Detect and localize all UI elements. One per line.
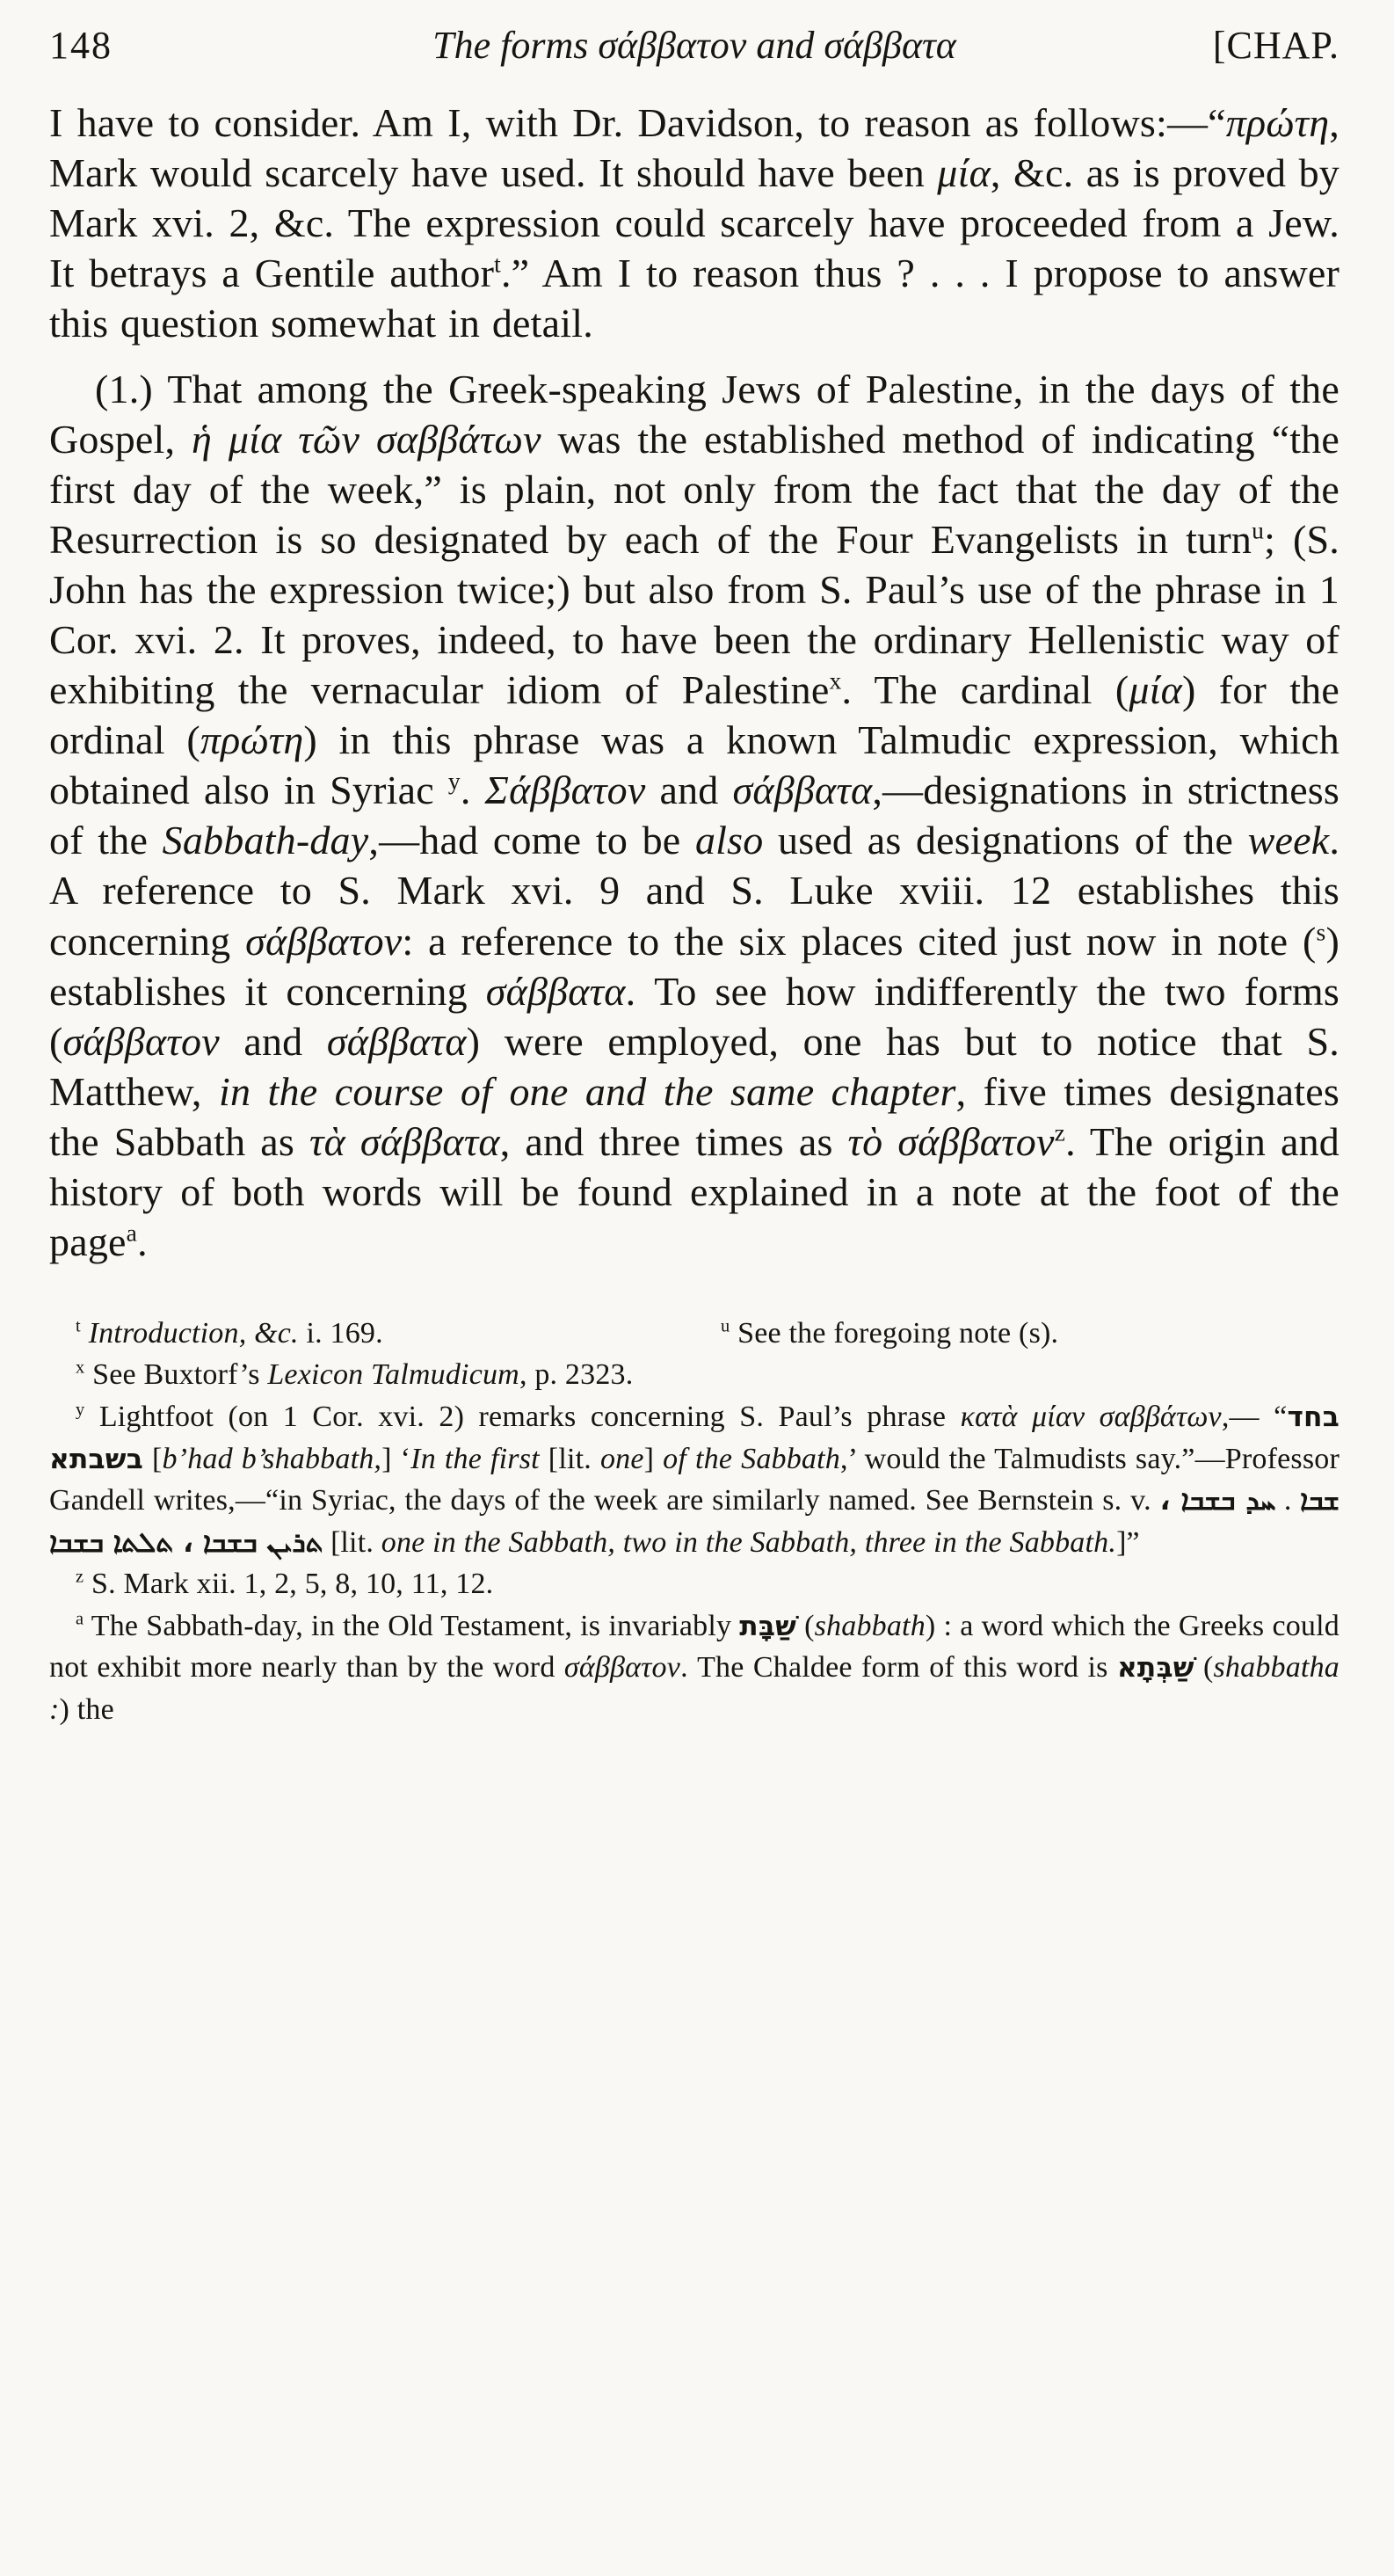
footnote-row xyxy=(49,1313,1340,1355)
page-number: 148 xyxy=(49,24,113,67)
footnotes-section xyxy=(49,1313,1340,1731)
footnote-u: $^u$ See the foregoing note (s). xyxy=(721,1316,1059,1350)
running-title: The forms σάββατον and σάββατα xyxy=(432,24,956,67)
page-header xyxy=(49,23,1340,68)
footnote-t: $^t$ Introduction, &c. i. 169. xyxy=(76,1316,383,1350)
paragraph-1: (1.) That among the Greek-speaking Jews of Palestine, in the days of the Gospel, ἡ μία τῶν σαββάτων was the established method of indicating “the first day of the week,” is plain, not only from the fact that the day of the Resurrection is so designated by each of the Four Evangelists in turn$^u$; (S. John has the expression twice;) but also from S. Paul’s use of the phrase in 1 Cor. xvi. 2. It proves, indeed, to have been the ordinary Hellenistic way of exhibiting the vernacular idiom of Palestine$^x$. The cardinal (μία) for the ordinal (πρώτη) in this phrase was a known Talmudic expression, which obtained also in Syriac $^y$. Σάββατον and σάββατα,—designations in strictness of the Sabbath-day,—had come to be also used as designations of the week. A reference to S. Mark xvi. 9 and S. Luke xviii. 12 establishes this concerning σάββατον: a reference to the six places cited just now in note ($^s$) establishes it concerning σάββατα. To see how indifferently the two forms (σάββατον and σάββατα) were employed, one has but to notice that S. Matthew, in the course of one and the same chapter, five times designates the Sabbath as τὰ σάββατα, and three times as τὸ σάββατον$^z$. The origin and history of both words will be found explained in a note at the foot of the page$^a$. xyxy=(49,367,1340,1264)
footnote-x: $^x$ See Buxtorf’s Lexicon Talmudicum, p. 2323. xyxy=(76,1357,634,1392)
body-text xyxy=(49,98,1340,1267)
chapter-marker: [CHAP. xyxy=(1212,24,1340,67)
footnote-y: $^y$ Lightfoot (on 1 Cor. xvi. 2) remarks concerning S. Paul’s phrase κατὰ μίαν σαββάτων,— “בחד בשבתא [b’had b’shabbath,] ‘In the first [lit. one] of the Sabbath,’ would the Talmudists say.”—Professor Gandell writes,—“in Syriac, the days of the week are similarly named. See Bernstein s. v. ܫܒܐ . ܚܕ ܒܫܒܐ ، ܬܪܝܢ ܒܫܒܐ ، ܬܠܬܐ ܒܫܒܐ [lit. one in the Sabbath, two in the Sabbath, three in the Sabbath.]” xyxy=(49,1400,1340,1559)
paragraph-continuation: I have to consider. Am I, with Dr. Davidson, to reason as follows:—“πρώτη, Mark would scarcely have used. It should have been μία, &c. as is proved by Mark xvi. 2, &c. The expression could scarcely have proceeded from a Jew. It betrays a Gentile author$^t$.” Am I to reason thus ? . . . I propose to answer this question somewhat in detail. xyxy=(49,100,1340,346)
footnote-a: $^a$ The Sabbath-day, in the Old Testament, is invariably שַׁבָּת (shabbath) : a word which the Greeks could not exhibit more nearly than by the word σάββατον. The Chaldee form of this word is שַׁבְּתָא (shabbatha :) the xyxy=(49,1609,1340,1727)
footnote-z: $^z$ S. Mark xii. 1, 2, 5, 8, 10, 11, 12. xyxy=(76,1567,494,1601)
